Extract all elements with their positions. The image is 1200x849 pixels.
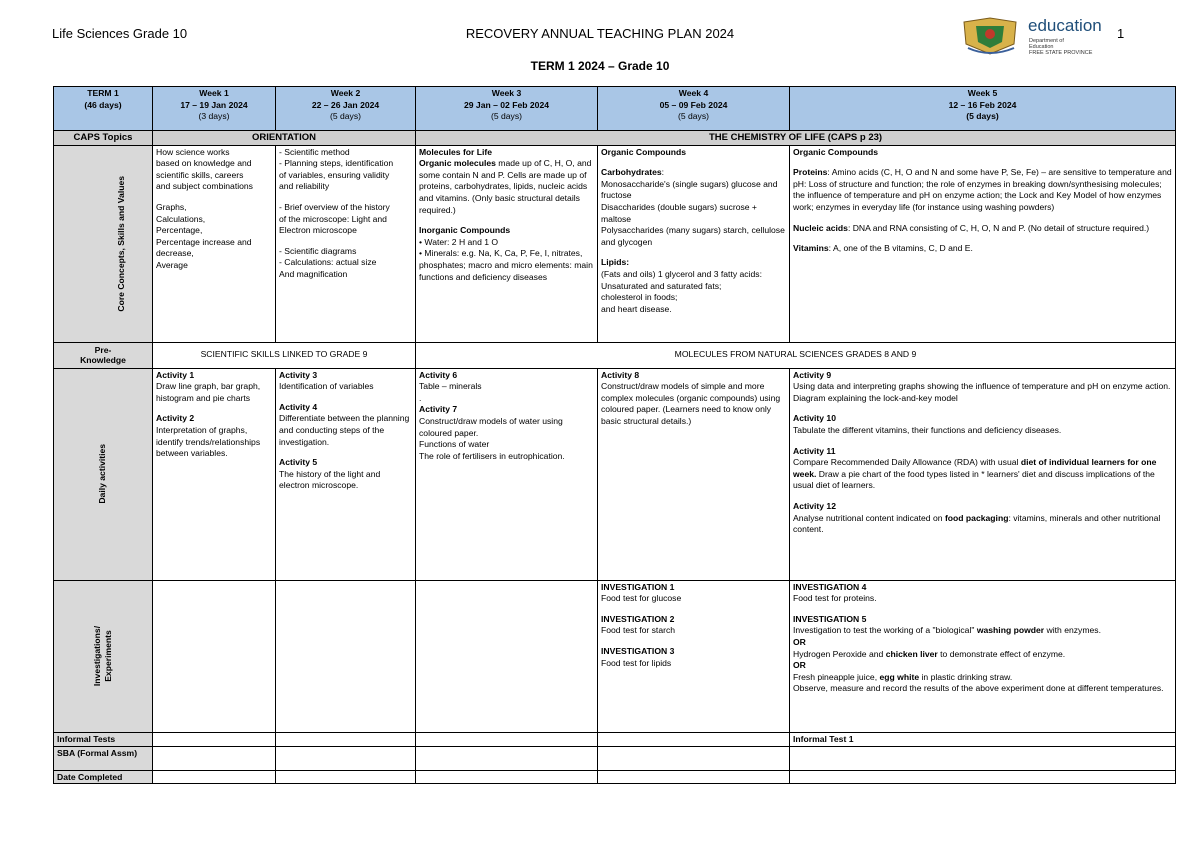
daily-week1: Activity 1 Draw line graph, bar graph, histogram and pie charts Activity 2 Interpretation of graphs, identify trends/relationships between variables. xyxy=(153,368,276,580)
informal-week3 xyxy=(416,732,598,747)
invest-week4: INVESTIGATION 1 Food test for glucose INVESTIGATION 2 Food test for starch INVESTIGATION 3 Food test for lipids xyxy=(598,580,790,732)
week1-header: Week 1 17 – 19 Jan 2024 (3 days) xyxy=(153,87,276,131)
daily-week4: Activity 8 Construct/draw models of simple and more complex molecules (organic compounds) using coloured paper. (Learners need to know only basic structural details.) xyxy=(598,368,790,580)
date-completed-row xyxy=(54,771,1176,784)
page-number: 1 xyxy=(1117,26,1125,41)
term-subtitle: TERM 1 2024 – Grade 10 xyxy=(530,59,670,73)
date-week5 xyxy=(790,771,1176,784)
week2-header: Week 2 22 – 26 Jan 2024 (5 days) xyxy=(276,87,416,131)
date-week4 xyxy=(598,771,790,784)
week5-header: Week 5 12 – 16 Feb 2024 (5 days) xyxy=(790,87,1176,131)
invest-week1 xyxy=(153,580,276,732)
caps-topics-row xyxy=(54,131,1176,146)
investigations-row xyxy=(54,580,1176,732)
sba-week1 xyxy=(153,747,276,771)
document-title: RECOVERY ANNUAL TEACHING PLAN 2024 xyxy=(465,26,735,41)
sba-week5 xyxy=(790,747,1176,771)
invest-week3 xyxy=(416,580,598,732)
week4-header: Week 4 05 – 09 Feb 2024 (5 days) xyxy=(598,87,790,131)
pre-knowledge-molecules: MOLECULES FROM NATURAL SCIENCES GRADES 8 AND 9 xyxy=(416,342,1176,368)
sba-row xyxy=(54,747,1176,771)
informal-tests-row xyxy=(54,732,1176,747)
core-week1: How science works based on knowledge and scientific skills, careers and subject combinations Graphs, Calculations, Percentage, Percentage increase and decrease, Average xyxy=(153,145,276,342)
sba-week2 xyxy=(276,747,416,771)
informal-week2 xyxy=(276,732,416,747)
informal-tests-label: Informal Tests xyxy=(54,732,153,747)
daily-activities-label: Daily activities xyxy=(54,368,153,580)
caps-orientation: ORIENTATION xyxy=(153,131,416,146)
date-week1 xyxy=(153,771,276,784)
daily-week5: Activity 9 Using data and interpreting graphs showing the influence of temperature and pH on enzyme action. Diagram explaining the lock-and-key model Activity 10 Tabulate the different vitamins, their functions and deficiency diseases. Activity 11 Compare Recommended Daily Allowance (RDA) with usual diet of individual learners for one week. Draw a pie chart of the food types listed in * learners' diet and discuss implications of the usual diet of learners. Activity 12 Analyse nutritional content indicated on food packaging: vitamins, minerals and other nutritional content. xyxy=(790,368,1176,580)
caps-chemistry-of-life: THE CHEMISTRY OF LIFE (CAPS p 23) xyxy=(416,131,1176,146)
week3-header: Week 3 29 Jan – 02 Feb 2024 (5 days) xyxy=(416,87,598,131)
daily-week2: Activity 3 Identification of variables Activity 4 Differentiate between the planning and conducting steps of the investigation. Activity 5 The history of the light and electron microscope. xyxy=(276,368,416,580)
daily-week3: Activity 6 Table – minerals . Activity 7 Construct/draw models of water using coloured paper. Functions of water The role of fertilisers in eutrophication. xyxy=(416,368,598,580)
core-week3: Molecules for Life Organic molecules made up of C, H, O, and some contain N and P. Cells are made up of proteins, carbohydrates, lipids, nucleic acids and vitamins. (Only basic structural details required.) Inorganic Compounds • Water: 2 H and 1 O • Minerals: e.g. Na, K, Ca, P, Fe, I, nitrates, phosphates; macro and micro elements: main functions and deficiency diseases xyxy=(416,145,598,342)
logo-subtext: Department of Education FREE STATE PROVINCE xyxy=(1029,38,1093,56)
core-week4: Organic Compounds Carbohydrates: Monosaccharide's (single sugars) glucose and fructose Disaccharides (double sugars) sucrose + maltose Polysaccharides (many sugars) starch, cellulose and glycogen Lipids: (Fats and oils) 1 glycerol and 3 fatty acids: Unsaturated and saturated fats; cholesterol in foods; and heart disease. xyxy=(598,145,790,342)
invest-week2 xyxy=(276,580,416,732)
core-concepts-row xyxy=(54,145,1176,342)
term-header: TERM 1 (46 days) xyxy=(54,87,153,131)
core-concepts-label: Core Concepts, Skills and Values xyxy=(54,145,153,342)
daily-activities-row xyxy=(54,368,1176,580)
informal-week1 xyxy=(153,732,276,747)
pre-knowledge-skills: SCIENTIFIC SKILLS LINKED TO GRADE 9 xyxy=(153,342,416,368)
sba-week4 xyxy=(598,747,790,771)
date-completed-label: Date Completed xyxy=(54,771,153,784)
invest-week5: INVESTIGATION 4 Food test for proteins. INVESTIGATION 5 Investigation to test the working of a "biological" washing powder with enzymes. OR Hydrogen Peroxide and chicken liver to demonstrate effect of enzyme. OR Fresh pineapple juice, egg white in plastic drinking straw. Observe, measure and record the results of the above experiment done at different temperatures. xyxy=(790,580,1176,732)
investigations-label: Investigations/ Experiments xyxy=(54,580,153,732)
week-header-row xyxy=(54,87,1176,131)
core-week2: - Scientific method - Planning steps, identification of variables, ensuring validity and reliability - Brief overview of the history of the microscope: Light and Electron microscope - Scientific diagrams - Calculations: actual size And magnification xyxy=(276,145,416,342)
teaching-plan-table xyxy=(53,86,1176,784)
date-week2 xyxy=(276,771,416,784)
sba-week3 xyxy=(416,747,598,771)
sba-label: SBA (Formal Assm) xyxy=(54,747,153,771)
date-week3 xyxy=(416,771,598,784)
document-subject: Life Sciences Grade 10 xyxy=(52,26,188,41)
informal-week5: Informal Test 1 xyxy=(790,732,1176,747)
pre-knowledge-row xyxy=(54,342,1176,368)
caps-topics-label: CAPS Topics xyxy=(54,131,153,146)
informal-week4 xyxy=(598,732,790,747)
core-week5: Organic Compounds Proteins: Amino acids (C, H, O and N and some have P, Se, Fe) – are sensitive to temperature and pH: Loss of structure and function; the role of enzymes in breaking down/synthesising molecules; the influence of temperature and pH on enzyme action; the Lock and Key Model of how enzymes work; enzymes in everyday life (for instance using washing powders) Nucleic acids: DNA and RNA consisting of C, H, O, N and P. (No detail of structure required.) Vitamins: A, one of the B vitamins, C, D and E. xyxy=(790,145,1176,342)
logo-wordmark: education xyxy=(1028,16,1102,35)
pre-knowledge-label: Pre- Knowledge xyxy=(54,342,153,368)
